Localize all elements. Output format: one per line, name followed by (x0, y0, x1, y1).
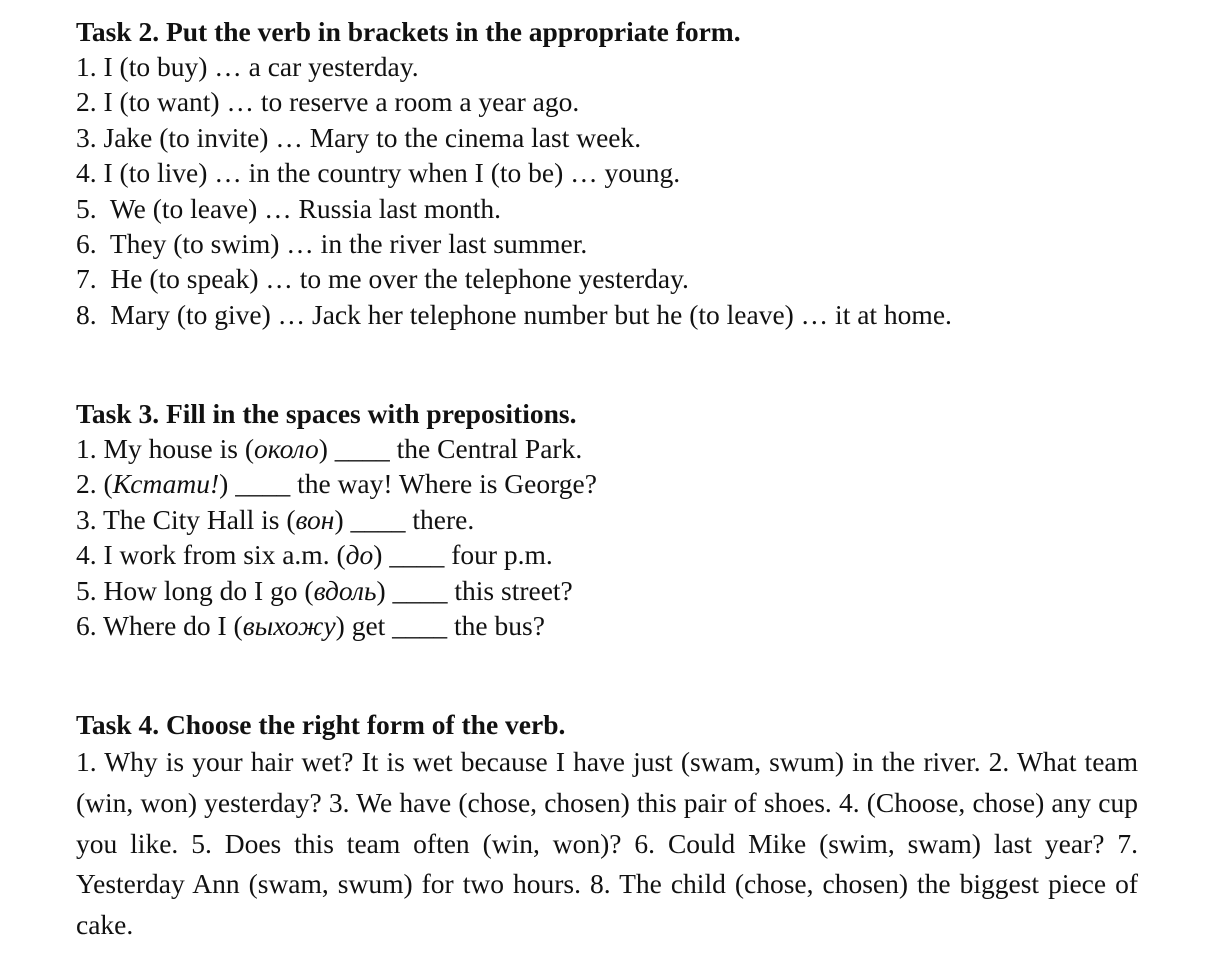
task-2 (76, 14, 1146, 332)
item-text: the way! Where is George? (290, 468, 597, 500)
task-3-item-3 (76, 502, 1146, 537)
task-2-item-7: 7. He (to speak) … to me over the telephone yesterday. (76, 263, 689, 295)
item-text: ) (373, 539, 390, 571)
answer-blank: ____ (389, 539, 445, 571)
answer-blank: ____ (392, 574, 448, 606)
russian-hint: вон (295, 503, 335, 535)
item-text: 1. My house is ( (76, 433, 254, 464)
item-text: 5. How long do I go ( (76, 574, 314, 606)
item-text: four p.m. (444, 539, 553, 571)
task-3-title: Task 3. Fill in the spaces with prepositions. (76, 398, 577, 429)
russian-hint: около (254, 433, 319, 464)
task-3 (76, 396, 1146, 643)
task-2-item-2: 2. I (to want) … to reserve a room a year ago. (76, 86, 580, 118)
item-text: ) (334, 503, 351, 535)
item-text: this street? (447, 574, 573, 606)
item-text: ) (318, 433, 335, 464)
russian-hint: до (345, 539, 374, 571)
item-text: ) get (335, 609, 393, 641)
task-3-item-5 (76, 573, 1146, 608)
answer-blank: ____ (235, 468, 291, 500)
task-2-title: Task 2. Put the verb in brackets in the appropriate form. (76, 16, 741, 47)
russian-hint: выхожу (242, 609, 336, 641)
item-text: 2. ( (76, 468, 113, 500)
task-3-item-4 (76, 537, 1146, 572)
task-2-item-6: 6. They (to swim) … in the river last summer. (76, 227, 588, 259)
task-4 (76, 707, 1146, 946)
task-4-paragraph: 1. Why is your hair wet? It is wet because I have just (swam, swum) in the river. 2. What team (win, won) yesterday? 3. We have (chose, chosen) this pair of shoes. 4. (Choose, chose) any cup you like. 5. Does this team often (win, won)? 6. Could Mike (swim, swam) last year? 7. Yesterday Ann (swam, swum) for two hours. 8. The child (chose, chosen) the biggest piece of cake. (76, 746, 1138, 941)
task-4-title: Task 4. Choose the right form of the verb. (76, 709, 566, 740)
task-2-item-3: 3. Jake (to invite) … Mary to the cinema last week. (76, 121, 642, 153)
russian-hint: Кстати! (112, 468, 220, 500)
item-text: ) (219, 468, 236, 500)
item-text: there. (405, 503, 475, 535)
task-2-item-5: 5. We (to leave) … Russia last month. (76, 192, 501, 224)
task-2-item-4: 4. I (to live) … in the country when I (to be) … young. (76, 157, 681, 189)
item-text: 4. I work from six a.m. ( (76, 539, 346, 571)
item-text: the bus? (447, 609, 545, 641)
task-3-item-6 (76, 608, 1146, 643)
item-text: the Central Park. (389, 433, 583, 464)
task-3-item-2 (76, 466, 1146, 501)
answer-blank: ____ (334, 433, 390, 464)
item-text: 3. The City Hall is ( (76, 503, 296, 535)
task-3-item-1 (76, 431, 1146, 466)
task-2-item-8: 8. Mary (to give) … Jack her telephone number but he (to leave) … it at home. (76, 298, 952, 330)
answer-blank: ____ (392, 609, 448, 641)
item-text: 6. Where do I ( (76, 609, 243, 641)
answer-blank: ____ (350, 503, 406, 535)
russian-hint: вдоль (313, 574, 377, 606)
item-text: ) (376, 574, 393, 606)
task-2-item-1: 1. I (to buy) … a car yesterday. (76, 51, 419, 82)
